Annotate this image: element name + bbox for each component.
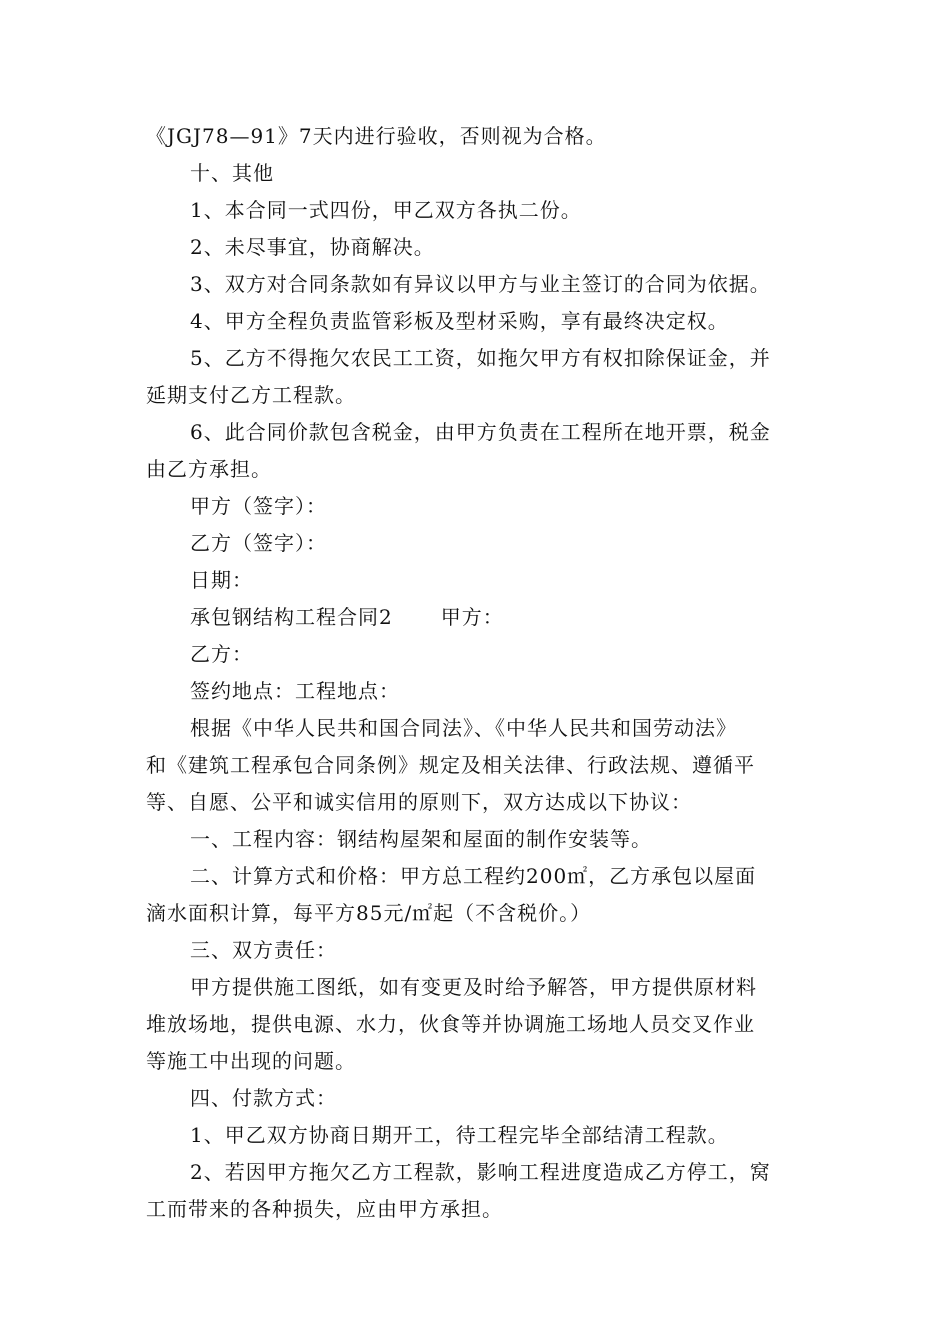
contract-title-line: [146, 599, 806, 636]
paragraph-line: 工而带来的各种损失，应由甲方承担。: [146, 1197, 503, 1221]
paragraph-line: 2、未尽事宜，协商解决。: [190, 235, 435, 259]
paragraph-line: 《JGJ78—91》7天内进行验收，否则视为合格。: [146, 124, 607, 148]
paragraph-line: 根据《中华人民共和国合同法》、《中华人民共和国劳动法》: [190, 716, 737, 740]
location-line: 签约地点：工程地点：: [190, 679, 400, 703]
party-b-label: 乙方：: [190, 642, 253, 666]
paragraph-line: 二、计算方式和价格：甲方总工程约200㎡，乙方承包以屋面: [190, 864, 757, 888]
section-heading: 三、双方责任：: [190, 938, 337, 962]
paragraph-line: 滴水面积计算，每平方85元/㎡起（不含税价。）: [146, 901, 592, 925]
section-heading: 十、其他: [190, 161, 274, 185]
signature-line-party-a: 甲方（签字）：: [190, 494, 327, 518]
section-heading: 四、付款方式：: [190, 1086, 337, 1110]
signature-line-party-b: 乙方（签字）：: [190, 531, 327, 555]
paragraph-line: 1、本合同一式四份，甲乙双方各执二份。: [190, 198, 582, 222]
paragraph-line: 等施工中出现的问题。: [146, 1049, 356, 1073]
paragraph-line: 由乙方承担。: [146, 457, 272, 481]
paragraph-line: 等、自愿、公平和诚实信用的原则下，双方达成以下协议：: [146, 790, 692, 814]
paragraph-line: 延期支付乙方工程款。: [146, 383, 356, 407]
paragraph-line: 1、甲乙双方协商日期开工，待工程完毕全部结清工程款。: [190, 1123, 729, 1147]
paragraph-line: 一、工程内容：钢结构屋架和屋面的制作安装等。: [190, 827, 652, 851]
paragraph-line: 3、双方对合同条款如有异议以甲方与业主签订的合同为依据。: [190, 272, 771, 296]
paragraph-line: 堆放场地，提供电源、水力，伙食等并协调施工场地人员交叉作业: [146, 1012, 755, 1036]
date-line: 日期：: [190, 568, 253, 592]
paragraph-line: 6、此合同价款包含税金，由甲方负责在工程所在地开票，税金: [190, 420, 771, 444]
paragraph-line: 和《建筑工程承包合同条例》规定及相关法律、行政法规、遵循平: [146, 753, 755, 777]
contract-title: 承包钢结构工程合同2: [190, 605, 393, 629]
party-a-label: 甲方：: [440, 605, 504, 629]
paragraph-line: 甲方提供施工图纸，如有变更及时给予解答，甲方提供原材料: [190, 975, 757, 999]
paragraph-line: 5、乙方不得拖欠农民工工资，如拖欠甲方有权扣除保证金，并: [190, 346, 771, 370]
paragraph-line: 2、若因甲方拖欠乙方工程款，影响工程进度造成乙方停工，窝: [190, 1160, 771, 1184]
paragraph-line: 4、甲方全程负责监管彩板及型材采购，享有最终决定权。: [190, 309, 729, 333]
